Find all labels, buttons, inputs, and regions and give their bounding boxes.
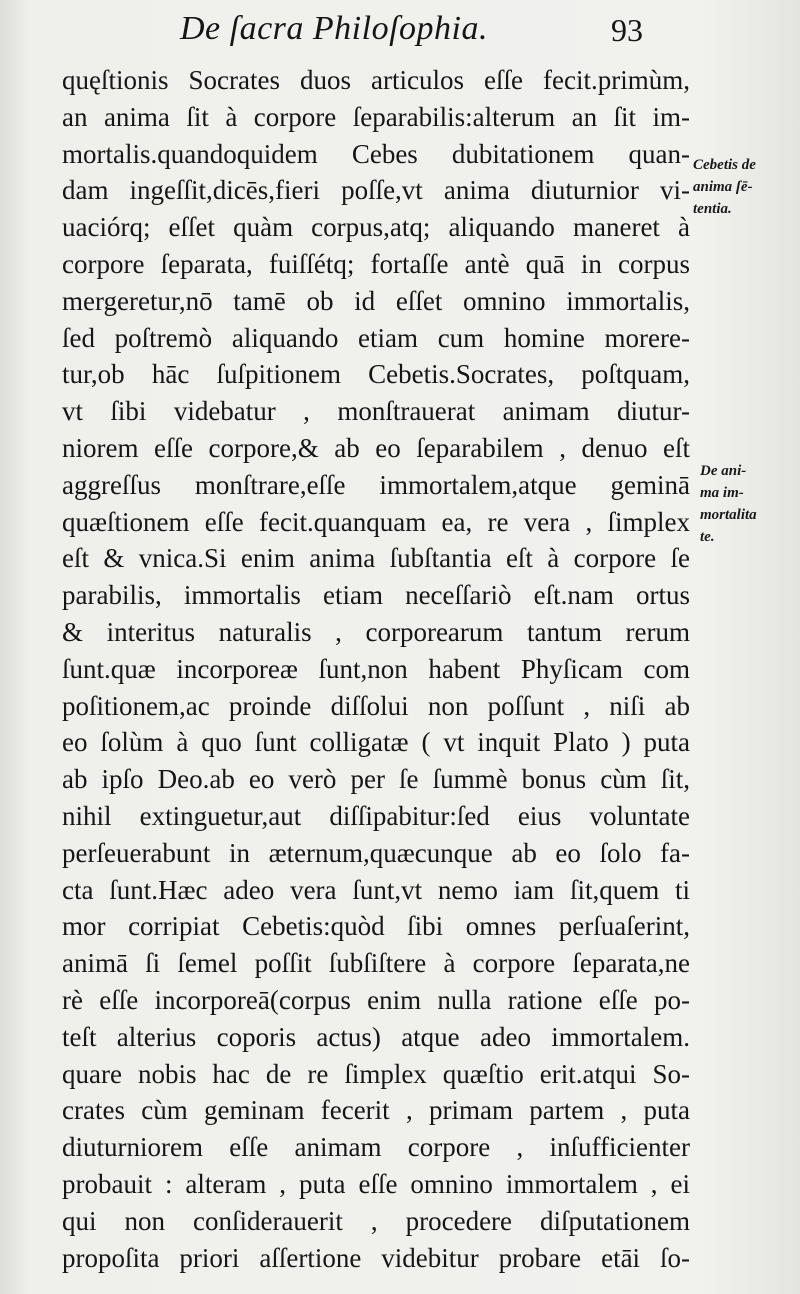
- text-line: teſt alterius coporis actus) atque adeo immortalem.: [62, 1021, 690, 1052]
- margin-note-cebetis: [693, 154, 797, 220]
- margin-note-line: anima ſē-: [693, 179, 753, 195]
- text-line: rè eſſe incorporeā(corpus enim nulla ratione eſſe po-: [62, 984, 690, 1015]
- text-line: ſunt.quæ incorporeæ ſunt,non habent Phyſicam com: [62, 653, 690, 684]
- text-line: parabilis, immortalis etiam neceſſariò eſt.nam ortus: [62, 580, 690, 611]
- page-number: 93: [611, 12, 643, 48]
- text-line: cta ſunt.Hæc adeo vera ſunt,vt nemo iam ſit,quem ti: [62, 874, 690, 905]
- text-line: uaciórq; eſſet quàm corpus,atq; aliquando maneret à: [62, 212, 690, 243]
- text-line: quęſtionis Socrates duos articulos eſſe fecit.primùm,: [62, 65, 690, 95]
- text-line: mor corripiat Cebetis:quòd ſibi omnes perſuaſerint,: [62, 911, 690, 942]
- text-line: aggreſſus monſtrare,eſſe immortalem,atque geminā: [62, 469, 690, 500]
- text-line: niorem eſſe corpore,& ab eo ſeparabilem , denuo eſt: [62, 432, 690, 463]
- text-line: an anima ſit à corpore ſeparabilis:alterum an ſit im-: [62, 101, 690, 132]
- margin-note-line: De ani-: [700, 463, 747, 479]
- text-line: corpore ſeparata, fuiſſétq; fortaſſe antè quā in corpus: [62, 248, 690, 279]
- text-line: mortalis.quandoquidem Cebes dubitationem quan-: [62, 138, 690, 169]
- text-line: diuturniorem eſſe animam corpore , inſufficienter: [62, 1132, 690, 1163]
- margin-note-line: tentia.: [693, 201, 732, 217]
- margin-note-line: mortalita: [700, 507, 757, 523]
- text-line: crates cùm geminam fecerit , primam partem , puta: [62, 1095, 690, 1126]
- text-line: ſed poſtremò aliquando etiam cum homine morere-: [62, 322, 690, 353]
- text-line: nihil extinguetur,aut diſſipabitur:ſed eius voluntate: [62, 800, 690, 831]
- text-line: qui non conſiderauerit , procedere diſputationem: [62, 1205, 690, 1236]
- text-line: mergeretur,nō tamē ob id eſſet omnino immortalis,: [62, 285, 690, 316]
- text-line: dam ingeſſit,dicēs,fieri poſſe,vt anima diuturnior vi-: [62, 175, 690, 206]
- margin-note-immortalitate: [700, 460, 798, 548]
- text-line: vt ſibi videbatur , monſtrauerat animam diutur-: [62, 396, 690, 427]
- text-line: tur,ob hāc ſuſpitionem Cebetis.Socrates, poſtquam,: [62, 359, 690, 390]
- text-line: poſitionem,ac proinde diſſolui non poſſunt , niſi ab: [62, 690, 690, 721]
- text-line: perſeuerabunt in æternum,quæcunque ab eo ſolo fa-: [62, 837, 690, 868]
- text-line: & interitus naturalis , corporearum tantum rerum: [62, 616, 690, 647]
- text-line: eo ſolùm à quo ſunt colligatæ ( vt inquit Plato ) puta: [62, 727, 690, 758]
- text-line: animā ſi ſemel poſſit ſubſiſtere à corpore ſeparata,ne: [62, 948, 690, 979]
- margin-note-line: ma im-: [700, 485, 744, 501]
- text-line: ab ipſo Deo.ab eo verò per ſe ſummè bonus cùm ſit,: [62, 764, 690, 795]
- text-line: quæſtionem eſſe fecit.quanquam ea, re vera , ſimplex: [62, 506, 690, 537]
- margin-note-line: te.: [700, 529, 715, 545]
- text-line: probauit : alteram , puta eſſe omnino immortalem , ei: [62, 1168, 690, 1199]
- page-header: [0, 6, 800, 56]
- text-line: eſt & vnica.Si enim anima ſubſtantia eſt à corpore ſe: [62, 543, 690, 574]
- margin-note-line: Cebetis de: [693, 157, 756, 173]
- body-text: [62, 62, 690, 1276]
- text-line: quare nobis hac de re ſimplex quæſtio erit.atqui So-: [62, 1058, 690, 1089]
- running-title: De ſacra Philoſophia.: [180, 10, 488, 47]
- text-line: propoſita priori aſſertione videbitur probare etāi ſo-: [62, 1242, 690, 1273]
